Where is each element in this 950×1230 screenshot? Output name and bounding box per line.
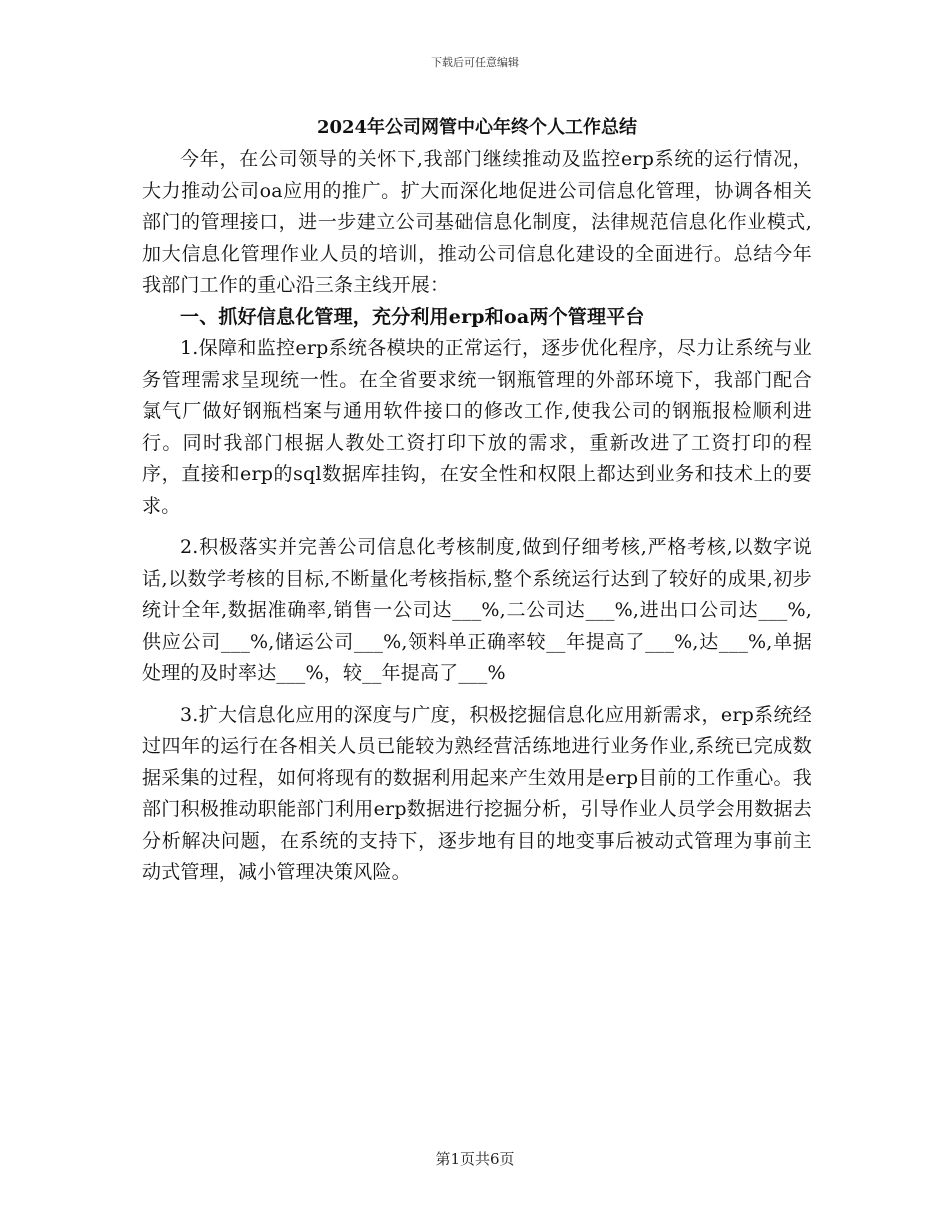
intro-paragraph: 今年，在公司领导的关怀下,我部门继续推动及监控erp系统的运行情况，大力推动公司oa应用的推广。扩大而深化地促进公司信息化管理，协调各相关部门的管理接口，进一步建立公司基础信息化制度，法律规范信息化作业模式,加大信息化管理作业人员的培训，推动公司信息化建设的全面进行。总结今年我部门工作的重心沿三条主线开展： xyxy=(142,148,812,296)
page-number-footer: 第1页共6页 xyxy=(435,1150,515,1168)
document-title: 2024年公司网管中心年终个人工作总结 xyxy=(316,117,638,138)
paragraph-gap xyxy=(142,522,812,532)
document-body xyxy=(142,114,812,889)
header-note: 下载后可任意编辑 xyxy=(431,56,519,69)
paragraph-gap xyxy=(142,690,812,700)
section-heading-1: 一、抓好信息化管理，充分利用erp和oa两个管理平台 xyxy=(180,305,645,328)
item-paragraph-3: 3.扩大信息化应用的深度与广度，积极挖掘信息化应用新需求，erp系统经过四年的运行在各相关人员已能较为熟经营活练地进行业务作业,系统已完成数据采集的过程，如何将现有的数据利用起来产生效用是erp目前的工作重心。我部门积极推动职能部门利用erp数据进行挖掘分析，引导作业人员学会用数据去分析解决问题，在系统的支持下，逐步地有目的地变事后被动式管理为事前主动式管理，减小管理决策风险。 xyxy=(142,703,812,883)
item-paragraph-1: 1.保障和监控erp系统各模块的正常运行，逐步优化程序，尽力让系统与业务管理需求呈现统一性。在全省要求统一钢瓶管理的外部环境下，我部门配合氯气厂做好钢瓶档案与通用软件接口的修改工作,使我公司的钢瓶报检顺利进行。同时我部门根据人教处工资打印下放的需求，重新改进了工资打印的程序，直接和erp的sql数据库挂钩，在安全性和权限上都达到业务和技术上的要求。 xyxy=(142,337,812,517)
item-paragraph-2: 2.积极落实并完善公司信息化考核制度,做到仔细考核,严格考核,以数字说话,以数学考核的目标,不断量化考核指标,整个系统运行达到了较好的成果,初步统计全年,数据准确率,销售一公司达___%,二公司达___%,进出口公司达___%,供应公司___%,储运公司___%,领料单正确率较__年提高了___%,达___%,单据处理的及时率达___%，较__年提高了___% xyxy=(142,536,812,684)
